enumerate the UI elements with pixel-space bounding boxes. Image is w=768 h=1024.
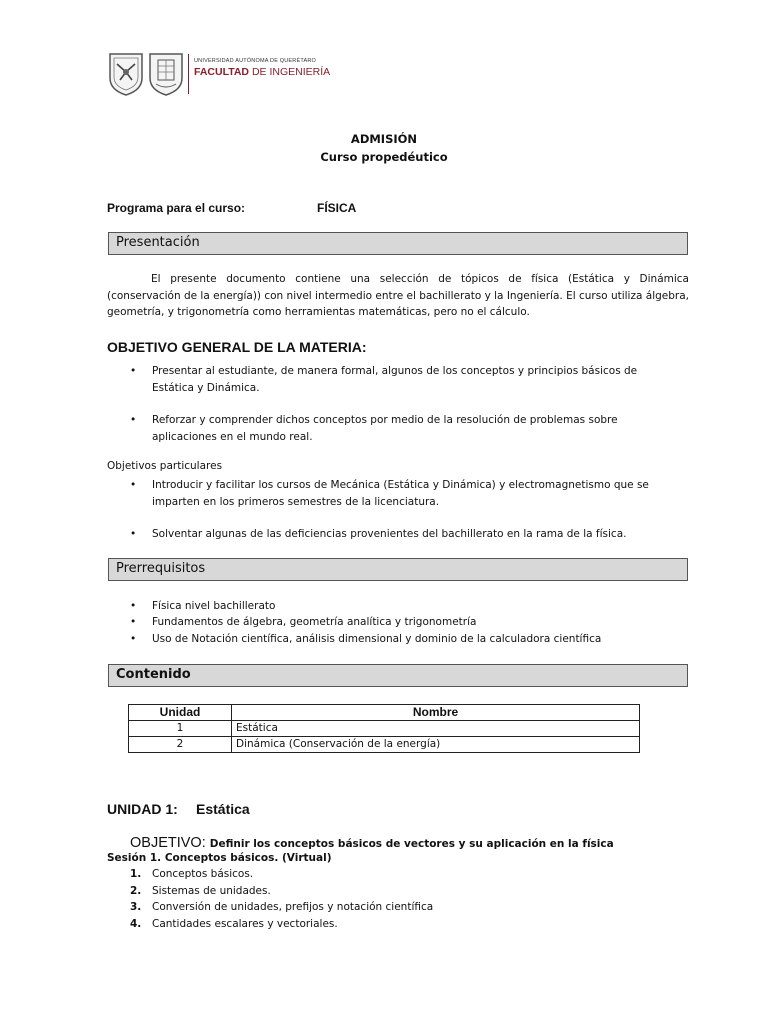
item-text: Sistemas de unidades.	[152, 885, 271, 897]
section-contenido	[108, 664, 688, 687]
table-cell-unidad: 1	[129, 721, 232, 737]
program-label: Programa para el curso:	[107, 201, 246, 215]
objetivo-general-item-2: Reforzar y comprender dichos conceptos por medio de la resolución de problemas sobre aplicaciones en el mundo real.	[152, 414, 618, 443]
table-header-row	[129, 705, 640, 721]
unidad-objetivo-label: OBJETIVO:	[130, 835, 210, 851]
section-prerrequisitos-title: Prerrequisitos	[116, 561, 206, 576]
faculty-seal-icon	[148, 52, 184, 96]
logo-divider	[188, 54, 189, 94]
bullet-glyph: •	[130, 616, 137, 628]
bullet-glyph: •	[130, 600, 137, 612]
item-number: 4.	[130, 918, 142, 930]
objetivo-general-item-1: Presentar al estudiante, de manera formal, algunos de los conceptos y principios básicos de Estática y Dinámica.	[152, 365, 638, 394]
university-seal-icon	[108, 52, 144, 96]
presentacion-paragraph: El presente documento contiene una selección de tópicos de física (Estática y Dinámica (conservación de la energía)) con nivel intermedio entre el bachillerato y la Ingeniería. El curso utiliza álgebra, geometría, y trigonometría como herramientas matemáticas, pero no el cálculo.	[107, 273, 689, 319]
item-text: Cantidades escalares y vectoriales.	[152, 918, 338, 930]
bullet-glyph: •	[130, 633, 137, 645]
bullet-glyph: •	[130, 479, 137, 491]
table-header-unidad: Unidad	[129, 705, 232, 721]
item-number: 1.	[130, 868, 142, 880]
faculty-name-bold: FACULTAD	[194, 66, 250, 78]
table-cell-nombre: Dinámica (Conservación de la energía)	[232, 737, 640, 753]
session-heading: Sesión 1. Conceptos básicos. (Virtual)	[107, 852, 332, 864]
section-presentacion-title: Presentación	[116, 235, 200, 250]
item-number: 3.	[130, 901, 142, 913]
prerrequisito-item-2: Fundamentos de álgebra, geometría analítica y trigonometría	[152, 616, 477, 628]
item-number: 2.	[130, 885, 142, 897]
section-prerrequisitos	[108, 558, 688, 581]
table-cell-unidad: 2	[129, 737, 232, 753]
table-row	[129, 737, 640, 753]
table-row	[129, 721, 640, 737]
section-contenido-title: Contenido	[116, 667, 191, 682]
item-text: Conversión de unidades, prefijos y notación científica	[152, 901, 434, 913]
program-value: FÍSICA	[317, 201, 357, 215]
unidad-label: UNIDAD 1:	[107, 801, 178, 817]
page-subtitle: Curso propedéutico	[320, 150, 448, 164]
units-table	[128, 704, 640, 753]
bullet-glyph: •	[130, 414, 137, 426]
item-text: Conceptos básicos.	[152, 868, 254, 880]
unidad-objetivo	[130, 834, 614, 852]
faculty-name	[194, 66, 330, 78]
section-presentacion	[108, 232, 688, 255]
page-title: ADMISIÓN	[350, 132, 418, 146]
objetivos-particulares-heading: Objetivos particulares	[107, 460, 223, 472]
faculty-name-rest: DE INGENIERÍA	[249, 66, 331, 78]
unidad-name: Estática	[196, 801, 250, 817]
university-name: UNIVERSIDAD AUTÓNOMA DE QUERÉTARO	[194, 58, 317, 64]
logo-text	[194, 58, 330, 78]
header-logos	[108, 52, 331, 98]
prerrequisito-item-3: Uso de Notación científica, análisis dimensional y dominio de la calculadora científica	[152, 633, 602, 645]
table-cell-nombre: Estática	[232, 721, 640, 737]
objetivo-particular-item-1: Introducir y facilitar los cursos de Mecánica (Estática y Dinámica) y electromagnetismo que se imparten en los primeros semestres de la licenciatura.	[152, 479, 649, 508]
unidad-objetivo-text: Definir los conceptos básicos de vectores y su aplicación en la física	[209, 838, 614, 850]
prerrequisito-item-1: Física nivel bachillerato	[152, 600, 276, 612]
objetivo-general-heading: OBJETIVO GENERAL DE LA MATERIA:	[107, 339, 367, 355]
bullet-glyph: •	[130, 528, 137, 540]
objetivo-particular-item-2: Solventar algunas de las deficiencias provenientes del bachillerato en la rama de la física.	[152, 528, 627, 540]
bullet-glyph: •	[130, 365, 137, 377]
table-header-nombre: Nombre	[232, 705, 640, 721]
